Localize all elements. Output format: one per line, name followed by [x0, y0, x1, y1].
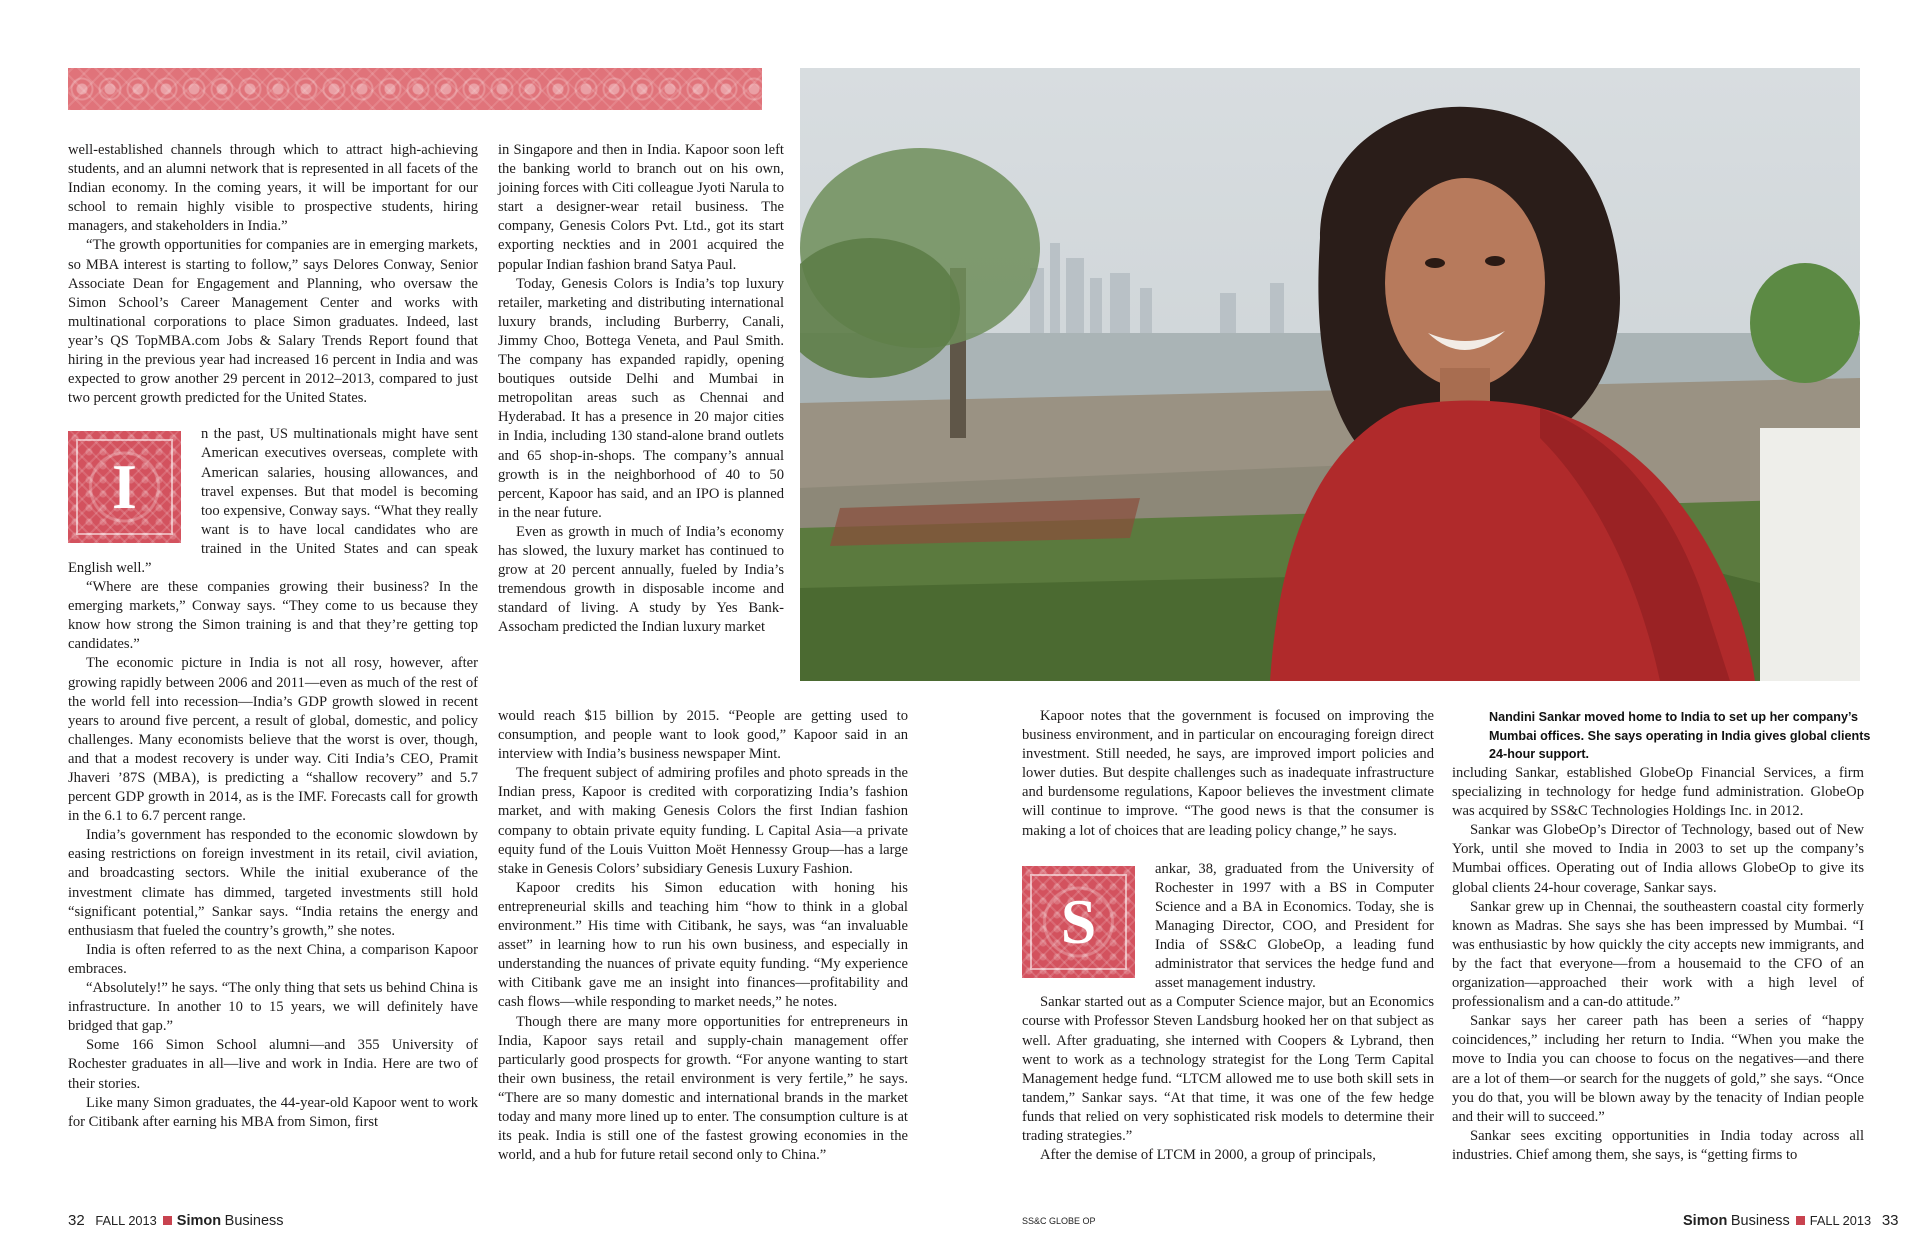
- paragraph: Today, Genesis Colors is India’s top luxury retailer, marketing and distributing international luxury brands, including Burberry, Canali, Jimmy Choo, Bottega Veneta, and Paul Smith. The company has expanded rapidly, opening boutiques outside Delhi and Mumbai in metropolitan areas such as Chennai and Hyderabad. It has a presence in 20 major cities in India, including 130 stand-alone brand outlets and 65 shop-in-shops. The company’s annual growth is in the neighborhood of 40 to 50 percent, Kapoor has said, and an IPO is planned in the near future.: [498, 275, 784, 521]
- left-column-2-bottom: [498, 707, 908, 1165]
- season-right: FALL 2013: [1809, 1213, 1872, 1228]
- red-square-icon: [163, 1216, 172, 1225]
- footer-left: [68, 1212, 284, 1229]
- photo-illustration: [800, 68, 1860, 681]
- page-number-right: 33: [1881, 1212, 1899, 1229]
- paragraph: Though there are many more opportunities for entrepreneurs in India, Kapoor says retail and supply-chain management offer particularly good prospects for growth. “For anyone wanting to start their own business, the retail environment is very fertile,” he says. “There are so many domestic and international brands in the market today and many more lined up to enter. The consumption culture is at its peak. India is still one of the fastest growing economies in the world, and a hub for future retail second only to China.”: [498, 1013, 908, 1164]
- paragraph: ankar, 38, graduated from the University of Rochester in 1997 with a BS in Computer Science and a BA in Economics. Today, she is Managing Director, COO, and President for India of SS&C GlobeOp, a leading fund administrator that services the hedge fund and asset management industry.: [1155, 860, 1434, 992]
- photo-credit: SS&C GLOBE OP: [1022, 1216, 1096, 1226]
- brand-business: Business: [1730, 1213, 1790, 1229]
- paragraph: After the demise of LTCM in 2000, a group of principals,: [1040, 1147, 1376, 1164]
- paragraph: “The growth opportunities for companies are in emerging markets, so MBA interest is starting to follow,” says Delores Conway, Senior Associate Dean for Engagement and Planning, who oversaw the Simon School’s Career Management Center and works with multinational corporations to place Simon graduates. Indeed, last year’s QS TopMBA.com Jobs & Salary Trends Report found that hiring in the previous year had increased 16 percent in India and was expected to grow another 29 percent in 2012–2013, compared to just two percent growth predicted for the United States.: [68, 237, 478, 407]
- paragraph: Sankar started out as a Computer Science major, but an Economics course with Professor Steven Landsburg hooked her on that subject as well. After graduating, she interned with Coopers & Lybrand, then went to work as a technology strategist for the Long Term Capital Management hedge fund. “LTCM allowed me to use both skill sets in tandem,” Sankar says. “At that time, it was one of the few hedge funds that relied on very sophisticated risk models to determine their trading strategies.”: [1022, 994, 1434, 1144]
- footer-right: [1683, 1212, 1899, 1229]
- paragraph: well-established channels through which to attract high-achieving students, and an alumni network that is represented in all facets of the Indian economy. In the coming years, it will be important for our school to remain highly visible to prospective students, hiring managers, and stakeholders in India.”: [68, 142, 478, 235]
- paragraph: Kapoor notes that the government is focused on improving the business environment, and in particular on encouraging foreign direct investment. Still needed, he says, are improved import policies and lower duties. But despite challenges such as inadequate infrastructure and burdensome regulations, Kapoor believes the investment climate will continue to improve. “The good news is that the consumer is making a lot of choices that are leading policy change,” he says.: [1022, 708, 1434, 839]
- left-column-2-top: [498, 141, 784, 637]
- paragraph: would reach $15 billion by 2015. “People are getting used to consumption, and people want to look good,” Kapoor said in an interview with India’s business newspaper Mint.: [498, 708, 908, 763]
- portrait-photo: [800, 68, 1860, 681]
- brand-simon: Simon: [1683, 1213, 1728, 1229]
- paragraph: Sankar grew up in Chennai, the southeastern coastal city formerly known as Madras. She says she has been impressed by Mumbai. “I was enthusiastic by how quickly the city accepts new immigrants, and by the fact that everyone—from a housemaid to the CFO of an organization—approached their work with a high level of professionalism and a can-do attitude.”: [1452, 898, 1864, 1011]
- paragraph: Sankar was GlobeOp’s Director of Technology, based out of New York, until she moved to India in 2003 to set up the company’s Mumbai offices. Operating out of India allows GlobeOp to give its global clients 24-hour coverage, Sankar says.: [1452, 822, 1864, 896]
- photo-caption: Nandini Sankar moved home to India to set up her company’s Mumbai offices. She says operating in India gives global clients 24-hour support.: [1489, 710, 1871, 761]
- brand-simon: Simon: [176, 1213, 222, 1229]
- paragraph: India’s government has responded to the economic slowdown by easing restrictions on foreign investment in its retail, civil aviation, and broadcasting sectors. While the initial exuberance of the investment climate has dimmed, targeted investments still hold “significant potential,” Sankar says. “India retains the energy and enthusiasm that fueled the country’s growth,” she notes.: [68, 827, 478, 939]
- paragraph: The frequent subject of admiring profiles and photo spreads in the Indian press, Kapoor is credited with corporatizing India’s fashion market, and with making Genesis Colors the first Indian fashion company to obtain private equity funding. L Capital Asia—a private equity fund of the Louis Vuitton Moët Hennessy Group—has a large stake in Genesis Colors’ subsidiary Genesis Luxury Fashion.: [498, 765, 908, 877]
- dropcap-i: I: [68, 431, 181, 543]
- paragraph: India is often referred to as the next China, a comparison Kapoor embraces.: [68, 941, 478, 977]
- decorative-pattern-band: [68, 68, 762, 110]
- paragraph: The economic picture in India is not all rosy, however, after growing rapidly between 2006 and 2011—even as much of the rest of the world fell into recession—India’s GDP growth slowed in recent years to around five percent, a result of global, domestic, and policy challenges. Many economists believe that the worst is over, though, and that a modest recovery is under way. Citi India’s CEO, Pramit Jhaveri ’87S (MBA), is predicting a “shallow recovery” and 5.7 percent GDP growth in 2014, as is the IMF. Forecasts call for growth in the 6.1 to 6.7 percent range.: [68, 655, 478, 825]
- season-left: FALL 2013: [95, 1213, 157, 1228]
- right-column-1: [1022, 707, 1434, 1165]
- paragraph: n the past, US multinationals might have sent American executives overseas, complete with American salaries, housing allowances, and travel expenses. But that model is becoming too expensive, Conway says. “What they really want is to have local candidates who are trained in the United States and can speak English well.”: [68, 426, 478, 576]
- right-column-2: [1452, 764, 1864, 1165]
- paragraph: Like many Simon graduates, the 44-year-old Kapoor went to work for Citibank after earning his MBA from Simon, first: [68, 1094, 478, 1130]
- paragraph: “Absolutely!” he says. “The only thing that sets us behind China is infrastructure. In another 10 to 15 years, we will definitely have bridged that gap.”: [68, 980, 478, 1035]
- paragraph: Kapoor credits his Simon education with honing his entrepreneurial skills and teaching him “how to think in a global environment.” His time with Citibank, he says, was “an invaluable asset” in learning how to run his own business, and especially in understanding the nuances of private equity funding. “My experience with Citibank gave me an insight into finances—profitability and cash flows—while responding to market needs,” he notes.: [498, 879, 908, 1011]
- paragraph: in Singapore and then in India. Kapoor soon left the banking world to branch out on his own, joining forces with Citi colleague Jyoti Narula to start a designer-wear retail business. The company, Genesis Colors Pvt. Ltd., got its start exporting neckties and in 2001 acquired the popular Indian fashion brand Satya Paul.: [498, 142, 784, 273]
- paragraph: Some 166 Simon School alumni—and 355 University of Rochester graduates in all—live and work in India. Here are two of their stories.: [68, 1037, 478, 1092]
- paragraph: Sankar sees exciting opportunities in India today across all industries. Chief among them, she says, is “getting firms to: [1452, 1127, 1864, 1163]
- paragraph: including Sankar, established GlobeOp Financial Services, a firm specializing in technology for hedge fund administration. GlobeOp was acquired by SS&C Technologies Holdings Inc. in 2012.: [1452, 765, 1864, 820]
- left-column-1: [68, 141, 478, 1132]
- dropcap-s: S: [1022, 866, 1135, 978]
- red-square-icon: [1796, 1216, 1805, 1225]
- page-number-left: 32: [68, 1212, 85, 1229]
- paragraph: Sankar says her career path has been a series of “happy coincidences,” including her return to India. “When you make the move to India you can choose to focus on the negatives—and there are a lot of them—or search for the nuggets of gold,” she says. “Once you do that, you will be blown away by the tenacity of Indian people and their will to succeed.”: [1452, 1013, 1864, 1125]
- paragraph: “Where are these companies growing their business? In the emerging markets,” Conway says. “They come to us because they know how strong the Simon training is and that they’re getting top candidates.”: [68, 579, 478, 653]
- brand-business: Business: [224, 1213, 284, 1229]
- paragraph: Even as growth in much of India’s economy has slowed, the luxury market has continued to grow at 20 percent annually, fueled by India’s tremendous growth in disposable income and standard of living. A study by Yes Bank-Assocham predicted the Indian luxury market: [498, 523, 784, 636]
